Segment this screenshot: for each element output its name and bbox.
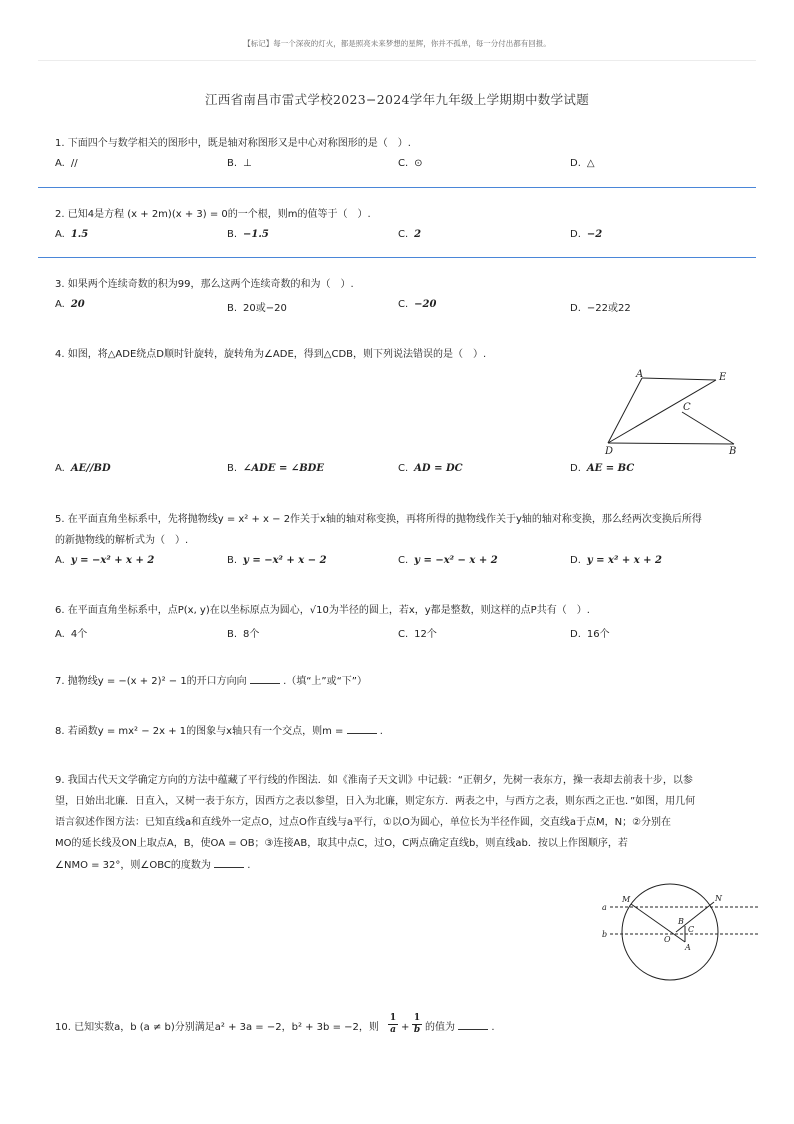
question-5-stem-line-1: 5. 在平面直角坐标系中，先将抛物线y = x² + x − 2作关于x轴的轴对称变换，再将所得的抛物线作关于y轴的轴对称变换，那么经两次变换后所得 <box>55 514 702 525</box>
separator-line <box>38 257 756 258</box>
label-b-line: b <box>602 930 608 939</box>
question-8-stem: 8. 若函数y = mx² − 2x + 1的图象与x轴只有一个交点，则m = . <box>55 721 745 742</box>
q6-option-a[interactable]: A. 4个 <box>55 629 88 640</box>
header-divider <box>38 60 756 61</box>
label-n: N <box>715 894 722 903</box>
q6-option-d[interactable]: D. 16个 <box>570 629 610 640</box>
question-9-line-3: 语言叙述作图方法：已知直线a和直线外一定点O，过点O作直线与a平行，①以O为圆心，单位长为半径作圆，交直线a于点M，N；②分别在 <box>55 817 672 828</box>
question-4-stem: 4. 如图，将△ADE绕点D顺时针旋转，旋转角为∠ADE，得到△CDB，则下列说法错误的是（ ）. <box>55 349 487 360</box>
q1-option-b[interactable]: B. ⊥ <box>227 158 252 169</box>
q2-option-b[interactable]: B. −1.5 <box>227 229 269 240</box>
q1-option-d[interactable]: D. △ <box>570 158 595 169</box>
question-4-options <box>55 463 755 479</box>
q5-option-d[interactable]: D. y = x² + x + 2 <box>570 555 662 566</box>
question-9-figure-circle <box>598 880 768 985</box>
answer-blank[interactable] <box>458 1019 488 1030</box>
label-a-line: a <box>602 903 607 912</box>
question-3-stem: 3. 如果两个连续奇数的积为99，那么这两个连续奇数的和为（ ）. <box>55 279 354 290</box>
label-o: O <box>664 935 671 944</box>
question-6-options <box>55 625 755 641</box>
q3-option-c[interactable]: C. −20 <box>398 299 437 310</box>
question-4-figure-triangles <box>596 365 746 460</box>
page-title: 江西省南昌市雷式学校2023−2024学年九年级上学期期中数学试题 <box>205 92 589 107</box>
q5-option-c[interactable]: C. y = −x² − x + 2 <box>398 555 498 566</box>
question-1-options <box>55 158 755 174</box>
label-b: B <box>729 446 737 457</box>
label-e: E <box>719 372 727 383</box>
question-3-options <box>55 299 755 315</box>
q1-option-a[interactable]: A. // <box>55 158 78 169</box>
q4-option-d[interactable]: D. AE = BC <box>570 463 635 474</box>
q3-option-d[interactable]: D. −22或22 <box>570 303 631 314</box>
answer-blank[interactable] <box>347 723 377 734</box>
q5-option-a[interactable]: A. y = −x² + x + 2 <box>55 555 155 566</box>
q4-option-b[interactable]: B. ∠ADE = ∠BDE <box>227 463 324 474</box>
question-2-options <box>55 229 755 245</box>
q3-option-b[interactable]: B. 20或−20 <box>227 303 287 314</box>
page-header-slogan: 【标记】每一个深夜的灯火，都是照亮未来梦想的星辉，你并不孤单，每一分付出都有回报。 <box>243 39 551 48</box>
label-c: C <box>688 925 695 934</box>
question-5-stem-line-2: 的新抛物线的解析式为（ ）. <box>55 535 189 546</box>
label-m: M <box>622 895 631 904</box>
q3-option-a[interactable]: A. 20 <box>55 299 85 310</box>
question-6-stem: 6. 在平面直角坐标系中，点P(x, y)在以坐标原点为圆心，√10为半径的圆上，若x，y都是整数，则这样的点P共有（ ）. <box>55 605 590 616</box>
question-10-stem: 10. 已知实数a，b (a ≠ b)分别满足a² + 3a = −2，b² + 3b = −2，则 1 a + 1 b 的值为 . <box>55 1013 495 1035</box>
question-5-options <box>55 555 755 571</box>
segment-ae <box>642 378 716 380</box>
label-c: C <box>683 402 691 413</box>
segment-db <box>608 443 734 444</box>
q4-option-a[interactable]: A. AE//BD <box>55 463 111 474</box>
segment-cb <box>682 412 734 444</box>
question-9-line-4: MO的延长线及ON上取点A，B，使OA = OB；③连接AB，取其中点C，过O，C两点确定直线b，则直线ab．按以上作图顺序，若 <box>55 838 628 849</box>
question-2-stem: 2. 已知4是方程 (x + 2m)(x + 3) = 0的一个根，则m的值等于（ ）. <box>55 209 371 220</box>
label-a: A <box>636 369 644 380</box>
q6-option-c[interactable]: C. 12个 <box>398 629 437 640</box>
q6-option-b[interactable]: B. 8个 <box>227 629 260 640</box>
q2-option-a[interactable]: A. 1.5 <box>55 229 89 240</box>
segment-ma <box>631 904 685 942</box>
answer-blank[interactable] <box>214 857 244 868</box>
question-9-line-5: ∠NMO = 32°，则∠OBC的度数为 . <box>55 855 745 876</box>
question-9-line-1: 9. 我国古代天文学确定方向的方法中蕴藏了平行线的作图法．如《淮南子天文训》中记载：“正朝夕，先树一表东方，操一表却去前表十步，以参 <box>55 775 693 786</box>
label-a-point: A <box>685 943 691 952</box>
question-7-stem: 7. 抛物线y = −(x + 2)² − 1的开口方向向 .（填“上”或“下”） <box>55 671 745 692</box>
label-d: D <box>605 446 614 457</box>
question-9-line-2: 望，日始出北廉．日直入，又树一表于东方，因西方之表以参望，日入为北廉，则定东方．两表之中，与西方之表，则东西之正也．”如图，用几何 <box>55 796 696 807</box>
q1-option-c[interactable]: C. ⊙ <box>398 158 423 169</box>
q2-option-d[interactable]: D. −2 <box>570 229 603 240</box>
label-b-point: B <box>678 917 684 926</box>
answer-blank[interactable] <box>250 673 280 684</box>
q2-option-c[interactable]: C. 2 <box>398 229 422 240</box>
separator-line <box>38 187 756 188</box>
q5-option-b[interactable]: B. y = −x² + x − 2 <box>227 555 327 566</box>
q4-option-c[interactable]: C. AD = DC <box>398 463 463 474</box>
question-1-stem: 1. 下面四个与数学相关的图形中，既是轴对称图形又是中心对称图形的是（ ）. <box>55 138 411 149</box>
